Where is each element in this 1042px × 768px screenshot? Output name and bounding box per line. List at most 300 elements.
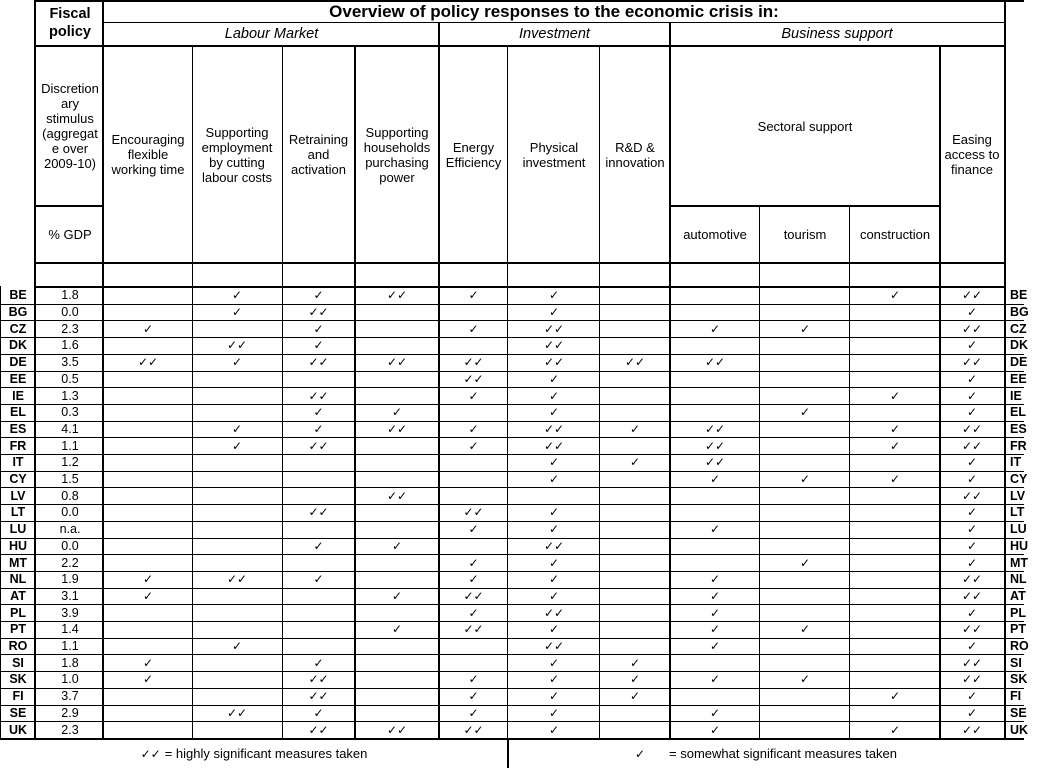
grid-line [282,45,283,740]
check-icon: ✓ [629,455,641,470]
country-code-right: IT [1010,455,1022,470]
grid-line [0,371,1024,372]
country-code: FR [9,438,27,453]
check-icon: ✓ [548,705,560,720]
check-icon: ✓ [889,472,901,487]
gdp-value: 1.8 [61,655,79,670]
double-check-icon: ✓✓ [704,438,726,453]
country-code-right: SE [1010,705,1027,720]
double-check-icon: ✓✓ [463,355,484,370]
country-code: CZ [9,321,27,336]
country-code: IE [12,388,24,403]
column-header-r-d-innovation: R&D & innovation [605,139,665,170]
grid-line [36,45,1006,47]
check-icon: ✓ [313,538,324,553]
check-icon: ✓ [966,522,978,537]
grid-line [0,571,1024,572]
country-code-right: DK [1010,338,1029,353]
column-header-supporting-households-purchasing-power: Supporting households purchasing power [363,124,431,185]
grid-line [0,654,1024,655]
check-icon: ✓ [966,689,978,704]
country-code-right: MT [1010,555,1029,570]
gdp-value: 0.0 [61,538,79,553]
country-code: EL [10,405,26,420]
gdp-value: 0.3 [61,405,79,420]
country-code: LT [10,505,26,520]
double-check-icon: ✓✓ [543,321,565,336]
check-icon: ✓ [142,321,154,336]
double-check-icon: ✓✓ [961,488,983,503]
group-investment: Investment [519,26,590,42]
check-icon: ✓ [231,639,243,654]
country-code: FI [12,689,24,704]
check-icon: ✓ [548,672,560,687]
double-check-icon: ✓✓ [543,438,565,453]
grid-line [0,421,1024,422]
country-code: LV [10,488,26,503]
gdp-value: 3.1 [61,588,79,603]
grid-line [0,504,1024,505]
country-code-right: LV [1010,488,1026,503]
double-check-icon: ✓✓ [704,455,726,470]
grid-line [0,621,1024,622]
double-check-icon: ✓✓ [961,288,983,303]
check-icon: ✓ [313,338,324,353]
double-check-icon: ✓✓ [386,288,408,303]
country-code-right: FR [1010,438,1027,453]
double-check-icon: ✓✓ [308,305,329,320]
double-check-icon: ✓✓ [308,722,329,737]
check-icon: ✓ [966,388,978,403]
grid-line [0,604,1024,605]
check-icon: ✓ [799,472,811,487]
country-code-right: AT [1010,588,1026,603]
country-code-right: LU [1010,522,1027,537]
gdp-value: 3.9 [61,605,79,620]
column-header-retraining-and-activation: Retraining and activation [288,132,349,177]
double-check-icon: ✓✓ [624,355,646,370]
check-icon: ✓ [629,655,641,670]
check-icon: ✓ [548,472,560,487]
double-check-icon: ✓✓ [140,747,161,761]
gdp-value: 1.0 [61,672,79,687]
country-code-right: FI [1010,689,1022,704]
grid-line [36,0,1006,2]
country-code-right: EE [1010,371,1027,386]
country-code-right: RO [1010,639,1029,654]
check-icon: ✓ [889,722,901,737]
country-code: ES [9,421,27,436]
double-check-icon: ✓✓ [704,421,726,436]
country-code-right: SK [1010,672,1028,687]
grid-line [507,739,509,768]
gdp-value: 0.0 [61,305,79,320]
country-code: DE [9,355,27,370]
grid-line [0,688,1024,689]
check-icon: ✓ [391,622,403,637]
column-header-physical-investment: Physical investment [522,139,586,170]
grid-line [0,454,1024,455]
double-check-icon: ✓✓ [308,672,329,687]
grid-line [670,205,940,207]
double-check-icon: ✓✓ [961,572,983,587]
country-code-right: CY [1010,472,1028,487]
double-check-icon: ✓✓ [308,388,329,403]
double-check-icon: ✓✓ [226,705,248,720]
gdp-value: 2.2 [61,555,79,570]
check-icon: ✓ [142,672,154,687]
check-icon: ✓ [889,421,901,436]
country-code: BE [9,288,27,303]
country-code: EE [9,371,27,386]
double-check-icon: ✓✓ [308,438,329,453]
check-icon: ✓ [142,588,154,603]
check-icon: ✓ [629,421,641,436]
country-code: DK [8,338,28,353]
check-icon: ✓ [548,405,560,420]
double-check-icon: ✓✓ [961,622,983,637]
check-icon: ✓ [548,572,560,587]
grid-line [0,471,1024,472]
check-icon: ✓ [966,505,978,520]
legend-single-text: = somewhat significant measures taken [669,746,898,761]
grid-line [0,538,1024,539]
check-icon: ✓ [548,655,560,670]
country-code-right: LT [1010,505,1025,520]
country-code: IT [12,455,24,470]
grid-line [0,387,1024,388]
grid-line [759,205,760,740]
check-icon: ✓ [313,655,324,670]
check-icon: ✓ [709,705,721,720]
country-code-right: BG [1010,305,1029,320]
grid-line [0,354,1024,355]
double-check-icon: ✓✓ [961,655,983,670]
check-icon: ✓ [468,555,479,570]
check-icon: ✓ [889,388,901,403]
table-title: Overview of policy responses to the economic crisis in: [329,1,779,21]
check-icon: ✓ [966,371,978,386]
check-icon: ✓ [709,572,721,587]
gdp-value: 1.6 [61,338,79,353]
gdp-value: 0.8 [61,488,79,503]
grid-line [599,45,600,740]
discretionary-stimulus-header: Discretion ary stimulus (aggregat e over 2009-10) [41,81,99,171]
double-check-icon: ✓✓ [386,355,408,370]
check-icon: ✓ [468,321,479,336]
country-code-right: ES [1010,421,1027,436]
gdp-value: 0.0 [61,505,79,520]
column-header-tourism: tourism [783,227,827,242]
grid-line [0,337,1024,338]
gdp-value: 1.1 [61,438,79,453]
check-icon: ✓ [709,639,721,654]
check-icon: ✓ [313,288,324,303]
grid-line [0,304,1024,305]
grid-line [849,205,850,740]
grid-line [0,705,1024,706]
grid-line [1004,0,1024,2]
check-icon: ✓ [709,672,721,687]
gdp-value: 2.3 [61,722,79,737]
gdp-value: 1.5 [61,472,79,487]
fiscal-policy-header: Fiscal policy [49,5,91,40]
country-code-right: CZ [1010,321,1027,336]
gdp-value: 3.5 [61,355,79,370]
country-code: CY [9,472,27,487]
double-check-icon: ✓✓ [463,722,484,737]
check-icon: ✓ [966,639,978,654]
country-code: LU [9,522,27,537]
grid-line [0,638,1024,639]
pct-gdp-header: % GDP [48,227,92,242]
check-icon: ✓ [548,305,560,320]
check-icon: ✓ [313,321,324,336]
double-check-icon: ✓✓ [543,421,565,436]
sectoral-support-header: Sectoral support [757,118,853,134]
check-icon: ✓ [468,438,479,453]
country-code: RO [8,639,28,654]
column-header-energy-efficiency: Energy Efficiency [445,139,502,170]
check-icon: ✓ [548,371,560,386]
check-icon: ✓ [548,722,560,737]
check-icon: ✓ [889,689,901,704]
check-icon: ✓ [966,705,978,720]
check-icon: ✓ [391,405,403,420]
country-code-right: SI [1010,655,1022,670]
check-icon: ✓ [468,288,479,303]
country-code-right: PT [1010,622,1026,637]
check-icon: ✓ [142,572,154,587]
check-icon: ✓ [966,405,978,420]
check-icon: ✓ [966,538,978,553]
gdp-value: 1.3 [61,388,79,403]
check-icon: ✓ [313,705,324,720]
double-check-icon: ✓✓ [961,355,983,370]
country-code: PL [10,605,26,620]
grid-line [354,45,356,740]
grid-line [0,320,1024,321]
country-code-right: HU [1010,538,1029,553]
check-icon: ✓ [548,522,560,537]
legend-highly-significant [0,740,508,768]
country-code: AT [10,588,26,603]
check-icon: ✓ [709,472,721,487]
grid-line [0,487,1024,488]
check-icon: ✓ [799,321,811,336]
gdp-value: 1.4 [61,622,79,637]
double-check-icon: ✓✓ [226,338,248,353]
grid-line [354,286,440,288]
legend-somewhat-significant [508,740,1024,768]
check-icon: ✓ [548,622,560,637]
check-icon: ✓ [548,689,560,704]
double-check-icon: ✓✓ [961,321,983,336]
grid-line [599,286,671,288]
grid-line [0,286,1,740]
grid-line [102,0,104,740]
check-icon: ✓ [231,288,243,303]
column-header-automotive: automotive [683,227,747,242]
grid-line [0,554,1024,555]
check-icon: ✓ [391,538,403,553]
check-icon: ✓ [966,472,978,487]
grid-line [34,0,36,740]
check-icon: ✓ [548,288,560,303]
check-icon: ✓ [313,572,324,587]
gdp-value: 1.2 [61,455,79,470]
grid-line [939,45,941,740]
check-icon: ✓ [966,455,978,470]
check-icon: ✓ [548,588,560,603]
check-icon: ✓ [966,605,978,620]
double-check-icon: ✓✓ [543,639,565,654]
gdp-value: n.a. [59,522,81,537]
double-check-icon: ✓✓ [704,355,726,370]
column-header-construction: construction [859,227,931,242]
check-icon: ✓ [889,438,901,453]
check-icon: ✓ [709,588,721,603]
grid-line [1004,0,1006,740]
check-icon: ✓ [709,722,721,737]
double-check-icon: ✓✓ [463,622,484,637]
legend-double-text: = highly significant measures taken [164,746,368,761]
check-icon: ✓ [966,305,978,320]
gdp-value: 3.7 [61,689,79,704]
grid-line [0,588,1024,589]
double-check-icon: ✓✓ [463,588,484,603]
double-check-icon: ✓✓ [961,722,983,737]
gdp-value: 0.5 [61,371,79,386]
gdp-value: 2.9 [61,705,79,720]
country-code: HU [8,538,28,553]
group-business-support: Business support [781,26,893,42]
check-icon: ✓ [629,672,641,687]
check-icon: ✓ [468,605,479,620]
check-icon: ✓ [799,555,811,570]
double-check-icon: ✓✓ [386,722,408,737]
country-code-right: IE [1010,388,1022,403]
check-icon: ✓ [313,405,324,420]
country-code: NL [9,572,27,587]
double-check-icon: ✓✓ [386,488,408,503]
gdp-value: 1.1 [61,639,79,654]
double-check-icon: ✓✓ [961,588,983,603]
check-icon: ✓ [709,605,721,620]
grid-line [36,286,1006,288]
check-icon: ✓ [468,572,479,587]
country-code-right: NL [1010,572,1027,587]
grid-line [0,739,1024,740]
country-code-right: BE [1010,288,1028,303]
gdp-value: 1.9 [61,572,79,587]
double-check-icon: ✓✓ [543,538,565,553]
check-icon: ✓ [709,522,721,537]
country-code: SI [12,655,24,670]
double-check-icon: ✓✓ [543,338,565,353]
gdp-value: 2.3 [61,321,79,336]
check-icon: ✓ [468,522,479,537]
check-icon: ✓ [799,405,811,420]
check-icon: ✓ [231,355,243,370]
double-check-icon: ✓✓ [961,438,983,453]
group-labour-market: Labour Market [224,26,319,42]
country-code: SK [9,672,27,687]
check-icon: ✓ [231,305,243,320]
country-code-right: UK [1010,722,1029,737]
grid-line [438,22,440,740]
double-check-icon: ✓✓ [543,605,565,620]
country-code-right: PL [1010,605,1026,620]
check-icon: ✓ [799,672,811,687]
country-code: MT [8,555,28,570]
check-icon: ✓ [231,421,243,436]
country-code-right: DE [1010,355,1028,370]
double-check-icon: ✓✓ [226,572,248,587]
column-header-easing-access-to-finance: Easing access to finance [944,132,1000,177]
country-code: BG [8,305,28,320]
gdp-value: 4.1 [61,421,79,436]
check-icon: ✓ [468,672,479,687]
check-icon: ✓ [799,622,811,637]
double-check-icon: ✓✓ [137,355,159,370]
check-icon: ✓ [391,588,403,603]
check-icon: ✓ [709,622,721,637]
country-code: UK [8,722,28,737]
grid-line [104,22,1004,23]
check-icon: ✓ [468,705,479,720]
check-icon: ✓ [313,421,324,436]
double-check-icon: ✓✓ [308,689,329,704]
double-check-icon: ✓✓ [463,371,484,386]
check-icon: ✓ [966,555,978,570]
check-icon: ✓ [468,689,479,704]
check-icon: ✓ [889,288,901,303]
grid-line [669,22,671,740]
double-check-icon: ✓✓ [308,505,329,520]
double-check-icon: ✓✓ [386,421,408,436]
gdp-value: 1.8 [61,288,79,303]
check-icon: ✓ [468,388,479,403]
double-check-icon: ✓✓ [961,421,983,436]
check-icon: ✓ [142,655,154,670]
double-check-icon: ✓✓ [308,355,329,370]
check-icon: ✓ [629,689,641,704]
double-check-icon: ✓✓ [961,672,983,687]
check-icon: ✓ [548,505,560,520]
country-code-right: EL [1010,405,1026,420]
check-icon: ✓ [548,555,560,570]
country-code: PT [10,622,26,637]
grid-line [36,205,104,207]
grid-line [36,262,1006,264]
double-check-icon: ✓✓ [543,355,565,370]
check-icon: ✓ [709,321,721,336]
column-header-encouraging-flexible-working-time: Encouraging flexible working time [111,132,185,177]
grid-line [0,671,1024,672]
grid-line [192,45,193,740]
double-check-icon: ✓✓ [463,505,484,520]
grid-line [507,45,508,740]
country-code: SE [9,705,27,720]
grid-line [0,521,1024,522]
grid-line [0,437,1024,438]
check-icon: ✓ [231,438,243,453]
grid-line [0,404,1024,405]
check-icon: ✓ [634,747,646,761]
check-icon: ✓ [966,338,978,353]
check-icon: ✓ [468,421,479,436]
